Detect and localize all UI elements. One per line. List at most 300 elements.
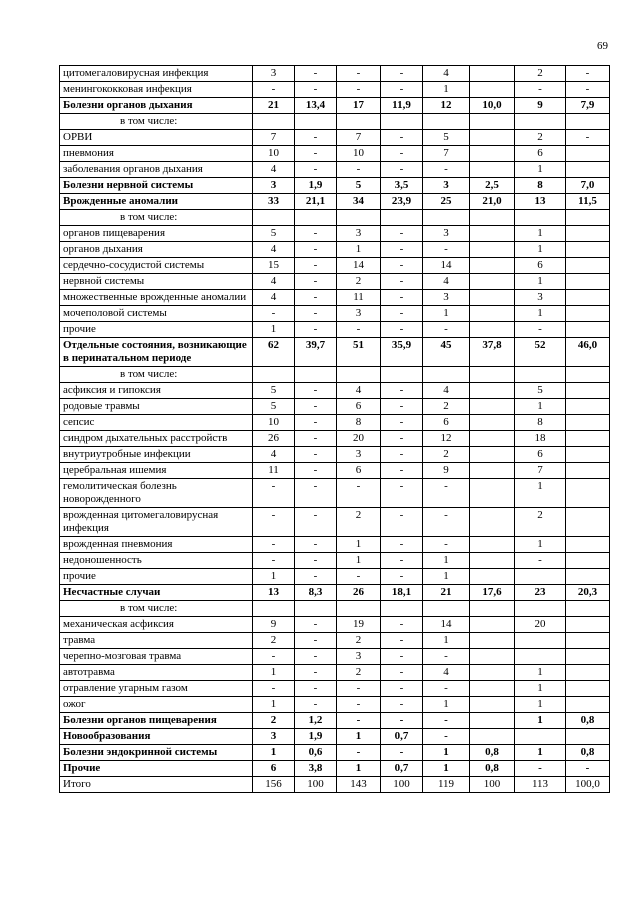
table-cell	[253, 601, 295, 617]
table-cell: 3	[423, 178, 470, 194]
table-cell	[470, 162, 515, 178]
table-cell: 6	[337, 399, 381, 415]
table-cell	[470, 729, 515, 745]
table-cell: 11,9	[381, 98, 423, 114]
table-cell: -	[295, 66, 337, 82]
table-cell: -	[381, 66, 423, 82]
table-cell: 7,9	[566, 98, 610, 114]
table-cell	[566, 367, 610, 383]
table-cell: 10	[253, 415, 295, 431]
table-cell: 1,9	[295, 178, 337, 194]
table-cell: 1	[515, 665, 566, 681]
table-cell: -	[295, 399, 337, 415]
table-cell: 7	[337, 130, 381, 146]
table-cell: -	[381, 569, 423, 585]
table-cell: -	[381, 447, 423, 463]
row-label: Отдельные состояния, возникающие в перинатальном периоде	[60, 338, 253, 367]
table-cell	[253, 114, 295, 130]
table-cell: 2	[423, 447, 470, 463]
table-cell	[337, 601, 381, 617]
table-cell	[566, 617, 610, 633]
table-cell: 0,7	[381, 729, 423, 745]
table-cell	[566, 431, 610, 447]
table-cell: 1	[515, 697, 566, 713]
table-cell	[566, 479, 610, 508]
table-cell	[470, 569, 515, 585]
table-cell: -	[295, 697, 337, 713]
table-cell	[515, 569, 566, 585]
table-cell	[470, 383, 515, 399]
table-cell: 52	[515, 338, 566, 367]
row-label: Болезни нервной системы	[60, 178, 253, 194]
table-cell	[470, 146, 515, 162]
table-cell	[470, 537, 515, 553]
table-cell: 6	[515, 258, 566, 274]
table-cell	[470, 447, 515, 463]
table-cell: 4	[253, 274, 295, 290]
table-cell: -	[381, 258, 423, 274]
table-cell	[566, 242, 610, 258]
table-cell: 35,9	[381, 338, 423, 367]
table-cell: 2	[515, 508, 566, 537]
table-cell	[566, 399, 610, 415]
table-cell: 3,8	[295, 761, 337, 777]
table-row	[60, 274, 610, 290]
table-cell: -	[566, 66, 610, 82]
table-cell: 1	[515, 745, 566, 761]
row-label: асфиксия и гипоксия	[60, 383, 253, 399]
table-row	[60, 569, 610, 585]
table-cell: 100	[295, 777, 337, 793]
table-cell: 1	[253, 569, 295, 585]
table-cell: 20	[337, 431, 381, 447]
table-cell: 21,1	[295, 194, 337, 210]
table-cell: 1	[337, 537, 381, 553]
table-cell	[566, 258, 610, 274]
row-label: Врожденные аномалии	[60, 194, 253, 210]
table-cell: 1	[253, 745, 295, 761]
table-row	[60, 729, 610, 745]
table-cell: 10	[337, 146, 381, 162]
table-cell: -	[337, 82, 381, 98]
table-cell	[566, 537, 610, 553]
table-cell	[423, 114, 470, 130]
table-cell: 3	[337, 447, 381, 463]
table-cell: -	[381, 633, 423, 649]
table-cell: 3	[337, 226, 381, 242]
row-label: черепно-мозговая травма	[60, 649, 253, 665]
table-cell: 7,0	[566, 178, 610, 194]
table-cell: -	[381, 415, 423, 431]
table-cell: 143	[337, 777, 381, 793]
table-cell: 13	[515, 194, 566, 210]
table-cell	[566, 553, 610, 569]
table-cell: 10	[253, 146, 295, 162]
table-cell	[566, 697, 610, 713]
table-cell: -	[381, 681, 423, 697]
table-cell: -	[381, 242, 423, 258]
table-cell: -	[381, 82, 423, 98]
table-cell	[470, 617, 515, 633]
table-cell: 23	[515, 585, 566, 601]
table-cell	[566, 146, 610, 162]
table-cell: 12	[423, 431, 470, 447]
table-cell	[566, 415, 610, 431]
row-label: врожденная цитомегаловирусная инфекция	[60, 508, 253, 537]
table-cell: 21,0	[470, 194, 515, 210]
table-body	[60, 66, 610, 793]
table-cell	[470, 226, 515, 242]
table-cell: -	[253, 82, 295, 98]
row-label: гемолитическая болезнь новорожденного	[60, 479, 253, 508]
table-cell: -	[423, 713, 470, 729]
table-cell: 1	[253, 665, 295, 681]
table-cell: -	[381, 130, 423, 146]
table-cell: 0,8	[470, 761, 515, 777]
table-cell: 1	[337, 729, 381, 745]
table-row	[60, 761, 610, 777]
table-cell: 1	[253, 697, 295, 713]
table-cell: -	[381, 226, 423, 242]
table-cell: -	[295, 463, 337, 479]
table-cell	[470, 274, 515, 290]
row-label: Болезни органов дыхания	[60, 98, 253, 114]
table-cell: -	[515, 553, 566, 569]
table-row	[60, 479, 610, 508]
table-cell: 37,8	[470, 338, 515, 367]
table-cell: 6	[253, 761, 295, 777]
table-cell: 9	[253, 617, 295, 633]
table-cell	[566, 322, 610, 338]
table-cell: 1	[515, 399, 566, 415]
table-cell	[470, 322, 515, 338]
table-cell: 2	[423, 399, 470, 415]
table-cell	[423, 601, 470, 617]
table-cell	[381, 601, 423, 617]
table-cell: -	[381, 745, 423, 761]
table-cell: 0,8	[470, 745, 515, 761]
table-cell: -	[423, 479, 470, 508]
table-cell: 156	[253, 777, 295, 793]
table-cell	[566, 210, 610, 226]
table-cell: -	[295, 447, 337, 463]
table-cell	[515, 367, 566, 383]
table-cell: -	[381, 274, 423, 290]
table-cell: 62	[253, 338, 295, 367]
table-cell: -	[295, 617, 337, 633]
table-cell: 34	[337, 194, 381, 210]
table-row	[60, 537, 610, 553]
table-cell: 20,3	[566, 585, 610, 601]
table-cell	[470, 242, 515, 258]
table-cell: 8	[515, 415, 566, 431]
table-cell: 8	[337, 415, 381, 431]
table-cell: 1	[253, 322, 295, 338]
table-cell: 11	[337, 290, 381, 306]
table-cell: -	[295, 649, 337, 665]
table-cell: 25	[423, 194, 470, 210]
table-cell	[566, 226, 610, 242]
table-row	[60, 665, 610, 681]
table-cell: 3	[253, 66, 295, 82]
table-cell	[470, 681, 515, 697]
row-label: родовые травмы	[60, 399, 253, 415]
table-cell: 46,0	[566, 338, 610, 367]
table-cell: 7	[515, 463, 566, 479]
table-cell: -	[381, 463, 423, 479]
table-row	[60, 114, 610, 130]
table-cell: -	[253, 508, 295, 537]
row-label: механическая асфиксия	[60, 617, 253, 633]
table-cell	[470, 367, 515, 383]
table-cell: 1	[515, 537, 566, 553]
table-cell	[381, 367, 423, 383]
table-cell: 0,8	[566, 713, 610, 729]
table-cell: -	[253, 553, 295, 569]
table-cell: 18	[515, 431, 566, 447]
table-cell: 14	[423, 258, 470, 274]
table-cell	[337, 210, 381, 226]
table-row	[60, 633, 610, 649]
table-cell	[470, 415, 515, 431]
table-cell	[470, 290, 515, 306]
table-cell: 12	[423, 98, 470, 114]
table-cell	[470, 713, 515, 729]
table-cell	[470, 66, 515, 82]
row-label: множественные врожденные аномалии	[60, 290, 253, 306]
table-cell: 3	[423, 290, 470, 306]
page-number: 69	[597, 40, 608, 52]
table-cell: -	[381, 697, 423, 713]
table-cell	[566, 447, 610, 463]
table-cell	[566, 508, 610, 537]
table-cell: 119	[423, 777, 470, 793]
table-cell	[566, 633, 610, 649]
row-label: внутриутробные инфекции	[60, 447, 253, 463]
table-cell: 14	[423, 617, 470, 633]
table-cell: 6	[515, 447, 566, 463]
table-cell: -	[423, 242, 470, 258]
table-cell	[470, 210, 515, 226]
table-cell: -	[253, 681, 295, 697]
table-cell: -	[295, 146, 337, 162]
table-cell: 5	[253, 399, 295, 415]
table-cell: -	[423, 729, 470, 745]
table-cell: -	[515, 82, 566, 98]
table-cell	[470, 399, 515, 415]
table-cell: 1	[423, 745, 470, 761]
table-cell: 18,1	[381, 585, 423, 601]
table-cell: 1	[423, 761, 470, 777]
table-row	[60, 322, 610, 338]
table-row	[60, 697, 610, 713]
table-cell: 1,2	[295, 713, 337, 729]
table-cell	[253, 367, 295, 383]
table-cell: 100	[470, 777, 515, 793]
table-cell: 0,7	[381, 761, 423, 777]
table-cell: 21	[253, 98, 295, 114]
table-cell: 45	[423, 338, 470, 367]
table-row	[60, 713, 610, 729]
table-cell	[566, 569, 610, 585]
table-cell: -	[337, 697, 381, 713]
table-row	[60, 98, 610, 114]
table-cell	[515, 210, 566, 226]
table-cell	[253, 210, 295, 226]
mortality-table	[59, 65, 610, 793]
table-cell: 4	[253, 242, 295, 258]
table-cell: 8	[515, 178, 566, 194]
table-cell: 19	[337, 617, 381, 633]
table-cell: 7	[423, 146, 470, 162]
table-cell	[515, 114, 566, 130]
table-row	[60, 178, 610, 194]
table-cell: 1,9	[295, 729, 337, 745]
table-cell: -	[337, 569, 381, 585]
table-cell: 9	[515, 98, 566, 114]
table-cell: 1	[337, 242, 381, 258]
table-cell: 1	[423, 82, 470, 98]
table-cell: 4	[423, 274, 470, 290]
table-cell	[566, 681, 610, 697]
table-cell: 1	[515, 226, 566, 242]
table-row	[60, 415, 610, 431]
table-cell	[566, 463, 610, 479]
table-cell: 6	[515, 146, 566, 162]
table-cell: -	[253, 537, 295, 553]
table-cell: -	[381, 290, 423, 306]
table-cell: -	[423, 508, 470, 537]
table-cell: 51	[337, 338, 381, 367]
row-label: церебральная ишемия	[60, 463, 253, 479]
table-cell: 4	[423, 383, 470, 399]
table-cell: -	[295, 82, 337, 98]
table-cell: 0,8	[566, 745, 610, 761]
table-cell: -	[381, 649, 423, 665]
table-cell: -	[295, 665, 337, 681]
table-cell: 2	[253, 713, 295, 729]
table-cell: -	[381, 713, 423, 729]
table-cell	[566, 729, 610, 745]
table-cell: 1	[337, 553, 381, 569]
row-label: цитомегаловирусная инфекция	[60, 66, 253, 82]
row-label: заболевания органов дыхания	[60, 162, 253, 178]
table-cell	[470, 633, 515, 649]
table-cell	[470, 665, 515, 681]
table-row	[60, 745, 610, 761]
table-cell: -	[381, 553, 423, 569]
row-label: Несчастные случаи	[60, 585, 253, 601]
table-cell	[470, 82, 515, 98]
table-cell	[515, 633, 566, 649]
table-cell: -	[381, 537, 423, 553]
row-label: недоношенность	[60, 553, 253, 569]
table-cell: -	[381, 399, 423, 415]
table-cell: 4	[253, 162, 295, 178]
table-cell	[470, 114, 515, 130]
table-cell	[337, 367, 381, 383]
table-cell: -	[337, 66, 381, 82]
row-label: Болезни эндокринной системы	[60, 745, 253, 761]
table-cell: 5	[337, 178, 381, 194]
table-row	[60, 649, 610, 665]
table-cell: 26	[253, 431, 295, 447]
table-cell	[470, 306, 515, 322]
table-cell	[470, 130, 515, 146]
table-cell	[515, 649, 566, 665]
row-label: органов пищеварения	[60, 226, 253, 242]
table-cell: 5	[423, 130, 470, 146]
table-row	[60, 66, 610, 82]
table-cell: 1	[423, 697, 470, 713]
table-cell	[423, 367, 470, 383]
table-cell	[295, 601, 337, 617]
table-cell: -	[295, 130, 337, 146]
table-cell: -	[295, 633, 337, 649]
table-cell	[337, 114, 381, 130]
table-cell: -	[295, 479, 337, 508]
table-row	[60, 463, 610, 479]
table-cell: 17	[337, 98, 381, 114]
table-row	[60, 210, 610, 226]
table-row	[60, 617, 610, 633]
table-cell: 4	[253, 290, 295, 306]
table-cell: -	[295, 306, 337, 322]
table-cell: -	[337, 479, 381, 508]
table-cell: 1	[515, 681, 566, 697]
table-cell: 4	[423, 665, 470, 681]
table-cell	[381, 114, 423, 130]
table-cell: -	[515, 761, 566, 777]
row-label: травма	[60, 633, 253, 649]
row-label: мочеполовой системы	[60, 306, 253, 322]
table-cell: -	[295, 537, 337, 553]
table-row	[60, 777, 610, 793]
table-cell	[566, 665, 610, 681]
table-cell: -	[381, 322, 423, 338]
table-cell: 5	[253, 226, 295, 242]
table-cell: 5	[253, 383, 295, 399]
table-cell: 2,5	[470, 178, 515, 194]
table-cell	[470, 601, 515, 617]
table-cell: 1	[515, 479, 566, 508]
table-cell	[566, 601, 610, 617]
table-cell: 3	[515, 290, 566, 306]
table-cell: -	[295, 383, 337, 399]
table-cell: 3	[337, 649, 381, 665]
table-cell: -	[295, 162, 337, 178]
table-cell: -	[295, 415, 337, 431]
row-label: Болезни органов пищеварения	[60, 713, 253, 729]
table-cell: -	[253, 649, 295, 665]
table-cell: 2	[337, 633, 381, 649]
table-cell	[566, 114, 610, 130]
table-cell: 100,0	[566, 777, 610, 793]
table-cell: -	[295, 290, 337, 306]
table-cell	[566, 306, 610, 322]
table-cell: -	[295, 242, 337, 258]
row-label: прочие	[60, 322, 253, 338]
table-cell: -	[295, 431, 337, 447]
row-label: в том числе:	[60, 210, 253, 226]
table-row	[60, 585, 610, 601]
table-cell: -	[566, 82, 610, 98]
table-cell: -	[423, 322, 470, 338]
table-cell: 2	[515, 130, 566, 146]
table-cell: -	[295, 226, 337, 242]
row-label: сердечно-сосудистой системы	[60, 258, 253, 274]
table-cell: 14	[337, 258, 381, 274]
